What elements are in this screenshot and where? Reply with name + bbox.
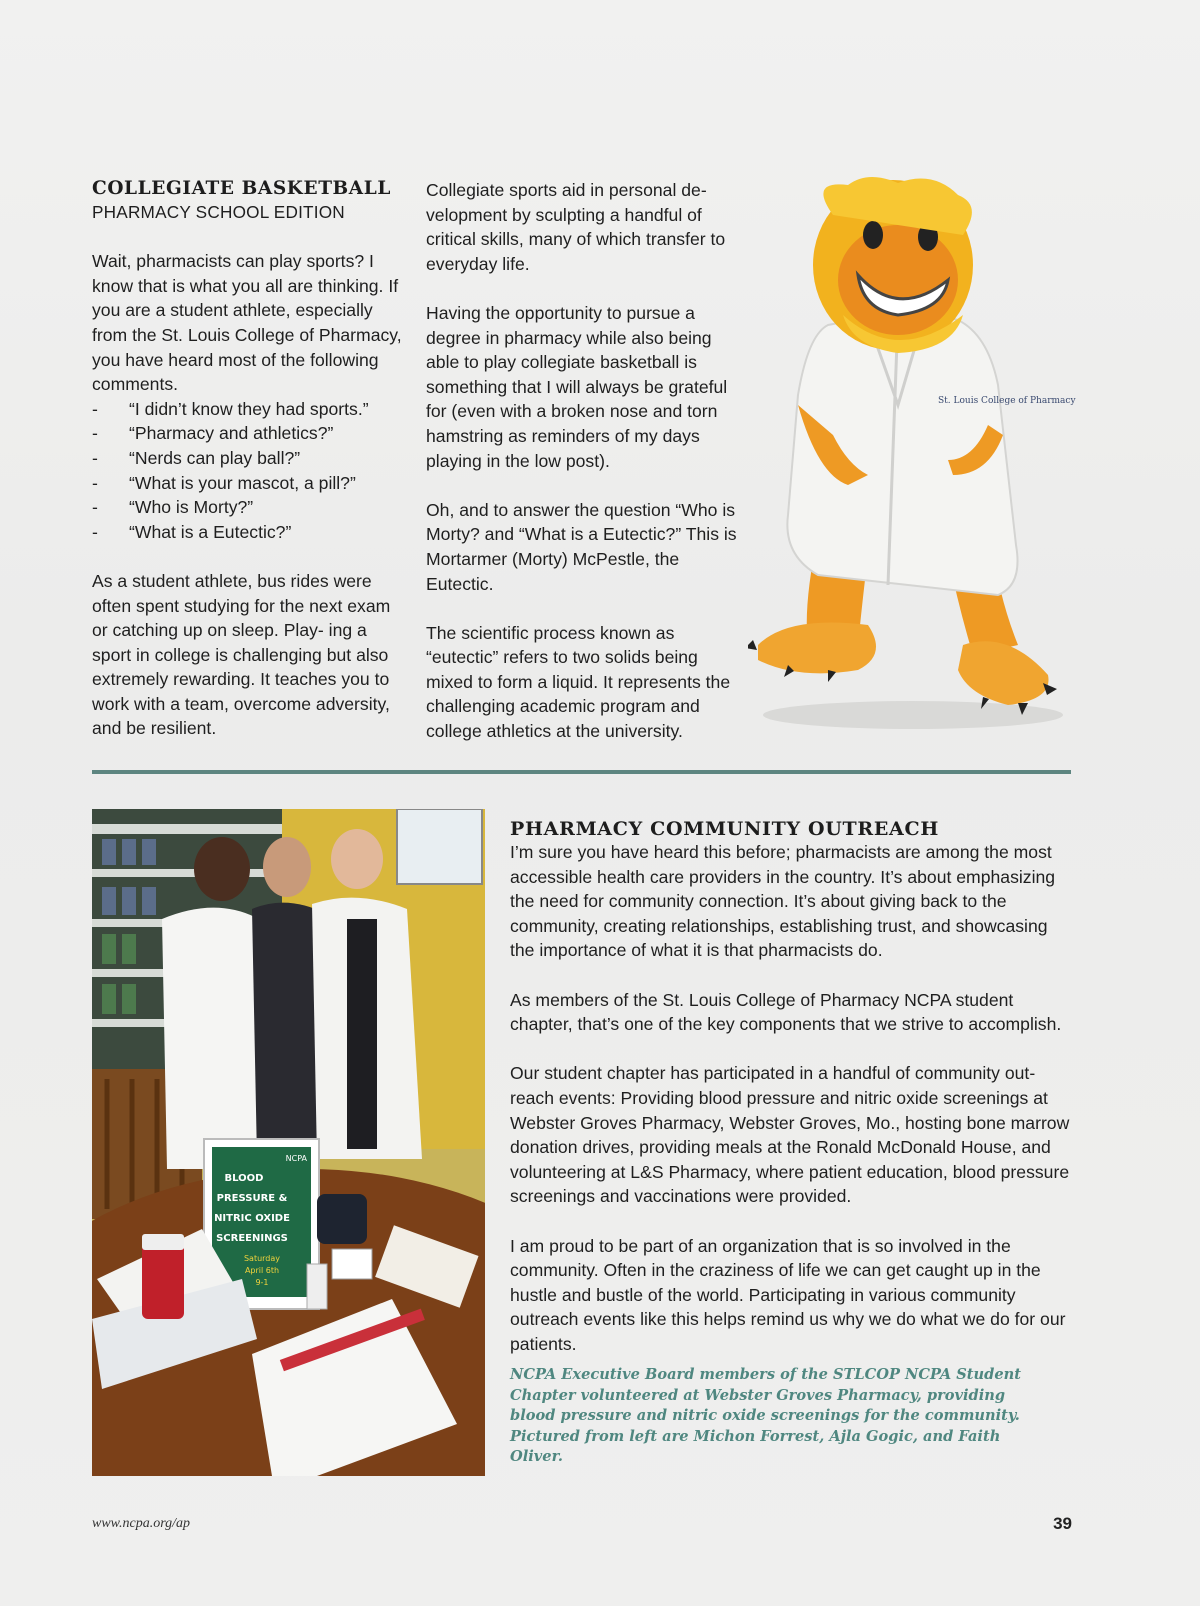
article1-column2 <box>426 178 742 744</box>
comment-item: - “Who is Morty?” <box>92 495 410 520</box>
article2-heading: PHARMACY COMMUNITY OUTREACH <box>510 818 939 840</box>
article1-column1 <box>92 178 410 741</box>
mascot-image <box>748 175 1078 735</box>
article1-col2-paragraph: Oh, and to answer the question “Who is Morty? and “What is a Eutectic?” This is Mortarmer (Morty) McPestle, the Eutectic. <box>426 499 737 594</box>
outreach-photo <box>92 809 485 1476</box>
comment-item: - “Nerds can play ball?” <box>92 446 410 471</box>
comment-item: - “What is your mascot, a pill?” <box>92 471 410 496</box>
comment-item: - “Pharmacy and athletics?” <box>92 421 410 446</box>
article2-paragraph: I am proud to be part of an organization that is so involved in the community. Often in the craziness of life we can get caught up in the hustle and bustle of the world. Participating in various community outreach events like this helps remind us why we do what we do for our patients. <box>510 1235 1066 1354</box>
photo-caption: NCPA Executive Board members of the STLCOP NCPA Student Chapter volunteered at Webster Groves Pharmacy, providing blood pressure and nitric oxide screenings for the community. Pictured from left are Michon Forrest, Ajla Gogic, and Faith Oliver. <box>510 1366 1022 1466</box>
article1-intro: Wait, pharmacists can play sports? I know that is what you all are thinking. If you are a student athlete, especially from the St. Louis College of Pharmacy, you have heard most of the following comments. <box>92 251 402 395</box>
sign-line: PRESSURE & <box>216 1193 288 1204</box>
page-number: 39 <box>1053 1514 1072 1533</box>
sign-line: NITRIC OXIDE <box>214 1213 290 1224</box>
section-divider <box>92 770 1071 774</box>
article1-col2-paragraph: Having the opportunity to pursue a degree in pharmacy while also being able to play collegiate basketball is something that I will always be grateful for (even with a broken nose and torn hamstring as reminders of my days playing in the low post). <box>426 302 728 471</box>
comment-item: - “What is a Eutectic?” <box>92 520 410 545</box>
article1-closing: As a student athlete, bus rides were often spent studying for the next exam or catching up on sleep. Play- ing a sport in college is challenging but also extremely rewarding. It teaches you to work with a team, overcome adversity, and be resilient. <box>92 570 391 739</box>
article2 <box>510 818 1072 1468</box>
sign-line: BLOOD <box>224 1173 264 1184</box>
sign-brand: NCPA <box>285 1154 307 1163</box>
comment-item: - “I didn’t know they had sports.” <box>92 397 410 422</box>
article1-heading: COLLEGIATE BASKETBALL <box>92 178 391 199</box>
article2-paragraph: Our student chapter has participated in a handful of community out- reach events: Providing blood pressure and nitric oxide screenings at Webster Groves Pharmacy, Webster Groves, Mo., hosting bone marrow donation drives, providing meals at the Ronald McDonald House, and volunteering at L&S Pharmacy, where patient education, blood pressure screenings and vaccinations were provided. <box>510 1063 1070 1207</box>
article2-paragraph: I’m sure you have heard this before; pharmacists are among the most accessible health care providers in the country. It’s about emphasizing the need for community connection. It’s about giving back to the community, creating relationships, establishing trust, and showcasing the importance of what it is that pharmacists do. <box>510 842 1056 961</box>
footer-url: www.ncpa.org/ap <box>92 1516 191 1531</box>
article1-col2-paragraph: The scientific process known as “eutectic” refers to two solids being mixed to form a liquid. It represents the challenging academic program and college athletics at the university. <box>426 622 731 742</box>
sign-date: April 6th <box>244 1266 280 1275</box>
comment-list <box>92 397 410 545</box>
sign-date: Saturday <box>243 1254 281 1263</box>
article2-paragraph: As members of the St. Louis College of Pharmacy NCPA student chapter, that’s one of the key components that we strive to accomplish. <box>510 989 1062 1035</box>
article1-subheading: PHARMACY SCHOOL EDITION <box>92 202 345 222</box>
sign-time: 9-1 <box>255 1278 269 1287</box>
sign-line: SCREENINGS <box>216 1233 288 1244</box>
coat-logo-text: St. Louis College of Pharmacy <box>938 396 1076 406</box>
article1-col2-paragraph: Collegiate sports aid in personal de- velopment by sculpting a handful of critical skills, many of which transfer to everyday life. <box>426 180 726 274</box>
